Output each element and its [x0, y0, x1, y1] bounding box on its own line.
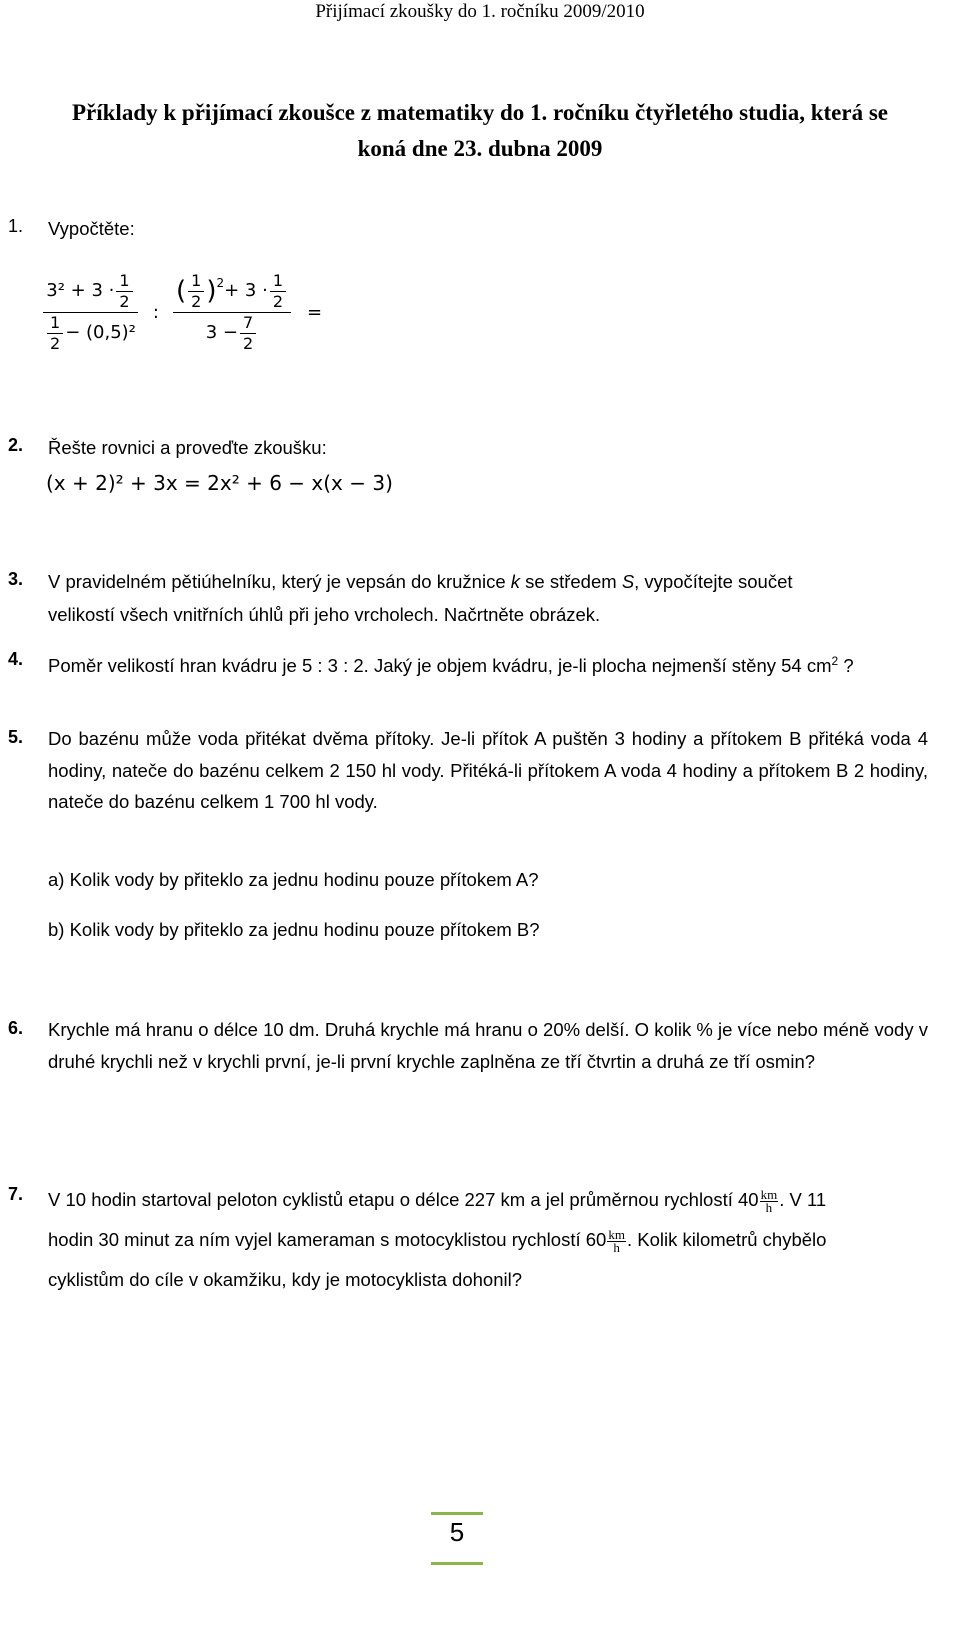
- question-1-number: 1.: [8, 216, 24, 236]
- question-4-number: 4.: [8, 649, 24, 669]
- question-5-part-a: a) Kolik vody by přiteklo za jednu hodinu pouze přítokem A?: [48, 869, 539, 890]
- question-3-line-1: V pravidelném pětiúhelníku, který je vepsán do kružnice k se středem S, vypočítejte součet: [48, 571, 793, 592]
- center-s: S: [621, 571, 635, 592]
- question-6-paragraph: Krychle má hranu o délce 10 dm. Druhá krychle má hranu o 20% delší. O kolik % je více nebo méně vody v druhé krychli než v krychli první, je-li první krychle zaplněna ze tří čtvrtin a druhá ze tří osmin?: [48, 1019, 928, 1072]
- question-2-number: 2.: [8, 435, 24, 455]
- title-line-2: koná dne 23. dubna 2009: [357, 136, 603, 161]
- q1-a-numerator-text: 3² + 3 ·: [46, 280, 115, 301]
- question-5-part-b: b) Kolik vody by přiteklo za jednu hodinu pouze přítokem B?: [48, 919, 540, 940]
- page-header: Přijímací zkoušky do 1. ročníku 2009/2010: [315, 1, 645, 22]
- question-1-text: Vypočtěte:: [48, 218, 135, 239]
- question-5-paragraph: Do bazénu může voda přitékat dvěma přítoky. Je-li přítok A puštěn 3 hodiny a přítokem B přitéká voda 4 hodiny, nateče do bazénu celkem 2 150 hl vody. Přitéká-li přítokem A voda 4 hodiny a přítokem B 2 hodiny, nateče do bazénu celkem 1 700 hl vody.: [48, 728, 928, 812]
- q1-b-numerator-text: + 3 ·: [224, 280, 268, 301]
- question-4-text: Poměr velikostí hran kvádru je 5 : 3 : 2. Jaký je objem kvádru, je-li plocha nejmenší stěny 54 $cm^2$ ?: [48, 654, 854, 677]
- q1-colon: :: [152, 301, 159, 323]
- q2-equation: (x + 2)² + 3x = 2x² + 6 − x(x − 3): [46, 471, 393, 495]
- q1-a-denominator-text: − (0,5)²: [65, 322, 136, 343]
- q1-expression: [40, 262, 322, 362]
- footer-bottom-rule: [431, 1562, 483, 1565]
- page-title: [20, 95, 940, 167]
- q1-seven-half: $\frac{7}{2}$: [240, 314, 256, 353]
- q1-equals: =: [307, 301, 323, 323]
- q1-fraction-b: ( $\frac{1}{2}$ ) $^2$ + 3 · $\frac{1}{2}$ 3 − $\frac{7}{2}$: [173, 272, 291, 353]
- q1-half-b: $\frac{1}{2}$: [47, 314, 63, 353]
- question-5-number: 5.: [8, 727, 24, 747]
- question-3: [8, 565, 928, 635]
- circle-k: k: [510, 571, 521, 592]
- question-3-line-2: velikostí všech vnitřních úhlů při jeho vrcholech. Načrtněte obrázek.: [48, 604, 601, 625]
- question-2-text: Řešte rovnici a proveďte zkoušku:: [48, 437, 327, 458]
- q1-exponent: 2: [216, 275, 225, 290]
- question-7-line-2: hodin 30 minut za ním vyjel kameraman s motocyklistou rychlostí 60 $\frac{km}{h}$ . Kolik kilometrů chybělo: [48, 1226, 827, 1255]
- title-line-1: Příklady k přijímací zkoušce z matematiky do 1. ročníku čtyřletého studia, která se: [71, 100, 888, 125]
- q1-half-a: $\frac{1}{2}$: [116, 272, 132, 311]
- q1-b-denominator-text: 3 −: [205, 322, 239, 343]
- q1-half-d: $\frac{1}{2}$: [270, 272, 286, 311]
- q1-half-c: $\frac{1}{2}$: [188, 272, 204, 311]
- unit-km-per-h-2: $\frac{km}{h}$: [608, 1226, 625, 1255]
- page-number: 5: [449, 1517, 465, 1547]
- question-7-line-3: cyklistům do cíle v okamžiku, kdy je motocyklista dohonil?: [48, 1269, 522, 1290]
- question-7-number: 7.: [8, 1184, 24, 1204]
- unit-km-per-h-1: $\frac{km}{h}$: [760, 1186, 778, 1215]
- question-6-number: 6.: [8, 1018, 24, 1038]
- question-7-line-1: V 10 hodin startoval peloton cyklistů etapu o délce 227 km a jel průměrnou rychlostí 40 $\frac{km}{h}$ . V 11: [48, 1186, 827, 1215]
- question-3-number: 3.: [8, 569, 24, 589]
- q1-fraction-a: [42, 272, 139, 353]
- footer-top-rule: [431, 1512, 483, 1515]
